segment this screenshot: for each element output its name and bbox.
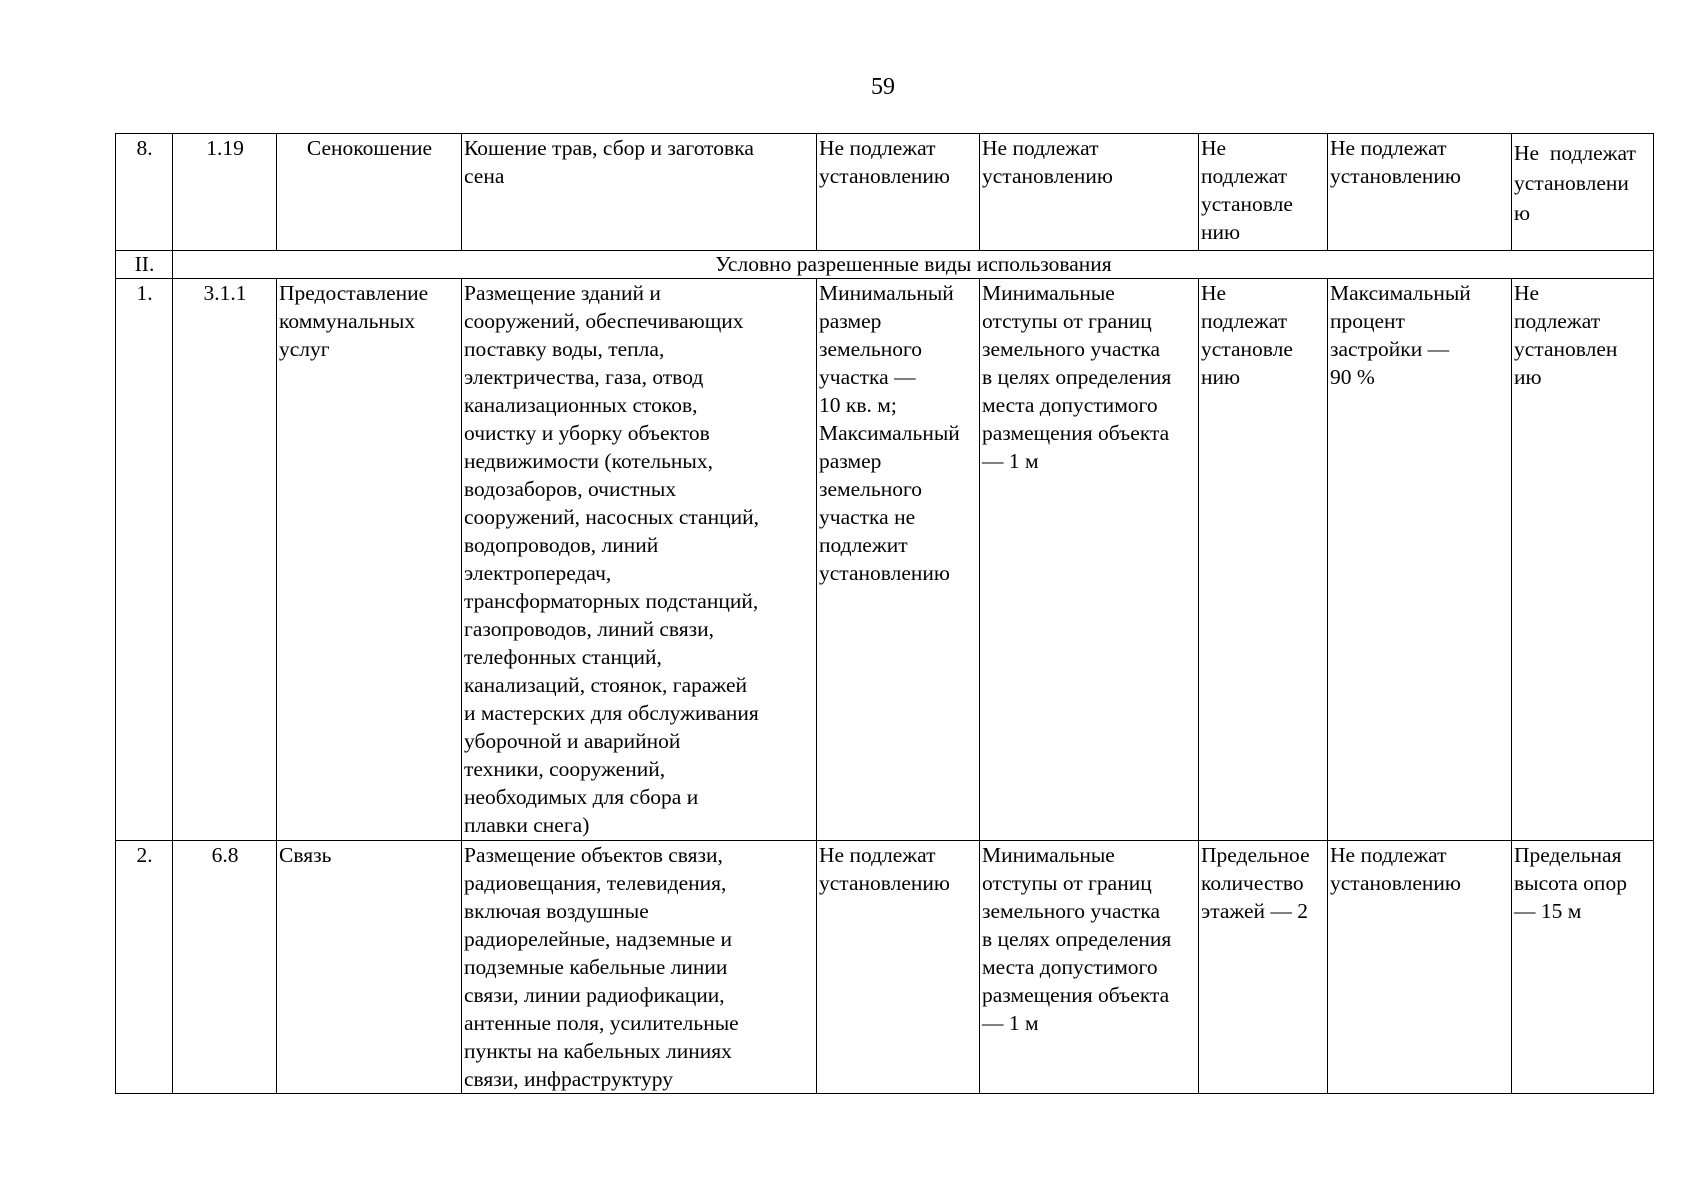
section-row [116, 251, 1654, 279]
setback-limits: Минимальные отступы от границ земельного участка в целях определения места допустимого размещения объекта — 1 м [980, 841, 1199, 1094]
floor-limits: Не подлежат установле нию [1199, 134, 1328, 251]
other-limits: Не подлежат установлен ию [1512, 279, 1654, 841]
plot-size-limits: Не подлежат установлению [817, 841, 980, 1094]
land-use-table [115, 133, 1654, 1094]
other-limits: Предельная высота опор — 15 м [1512, 841, 1654, 1094]
use-description: Размещение зданий и сооружений, обеспечивающих поставку воды, тепла, электричества, газа, отвод канализационных стоков, очистку и уборку объектов недвижимости (котельных, водозаборов, очистных сооружений, насосных станций, водопроводов, линий электропередач, трансформаторных подстанций, газопроводов, линий связи, телефонных станций, канализаций, стоянок, гаражей и мастерских для обслуживания уборочной и аварийной техники, сооружений, необходимых для сбора и плавки снега) [462, 279, 817, 841]
section-title: Условно разрешенные виды использования [173, 251, 1654, 279]
coverage-limits: Не подлежат установлению [1328, 134, 1512, 251]
use-code: 1.19 [173, 134, 277, 251]
page-number: 59 [871, 74, 895, 100]
table-row [116, 134, 1654, 251]
row-number: 2. [116, 841, 173, 1094]
use-description: Размещение объектов связи, радиовещания, телевидения, включая воздушные радиорелейные, надземные и подземные кабельные линии связи, линии радиофикации, антенные поля, усилительные пункты на кабельных линиях связи, инфраструктуру [462, 841, 817, 1094]
use-code: 3.1.1 [173, 279, 277, 841]
table-row [116, 841, 1654, 1094]
use-name: Связь [277, 841, 462, 1094]
setback-limits: Не подлежат установлению [980, 134, 1199, 251]
use-name: Сенокошение [277, 134, 462, 251]
use-description: Кошение трав, сбор и заготовка сена [462, 134, 817, 251]
coverage-limits: Не подлежат установлению [1328, 841, 1512, 1094]
row-number: 8. [116, 134, 173, 251]
plot-size-limits: Минимальный размер земельного участка — 10 кв. м; Максимальный размер земельного участка не подлежит установлению [817, 279, 980, 841]
section-number: II. [116, 251, 173, 279]
use-code: 6.8 [173, 841, 277, 1094]
floor-limits: Не подлежат установле нию [1199, 279, 1328, 841]
other-limits: Не подлежат установлени ю [1512, 134, 1654, 251]
row-number: 1. [116, 279, 173, 841]
coverage-limits: Максимальный процент застройки — 90 % [1328, 279, 1512, 841]
table-row [116, 279, 1654, 841]
setback-limits: Минимальные отступы от границ земельного участка в целях определения места допустимого размещения объекта — 1 м [980, 279, 1199, 841]
floor-limits: Предельное количество этажей — 2 [1199, 841, 1328, 1094]
use-name: Предоставление коммунальных услуг [277, 279, 462, 841]
plot-size-limits: Не подлежат установлению [817, 134, 980, 251]
